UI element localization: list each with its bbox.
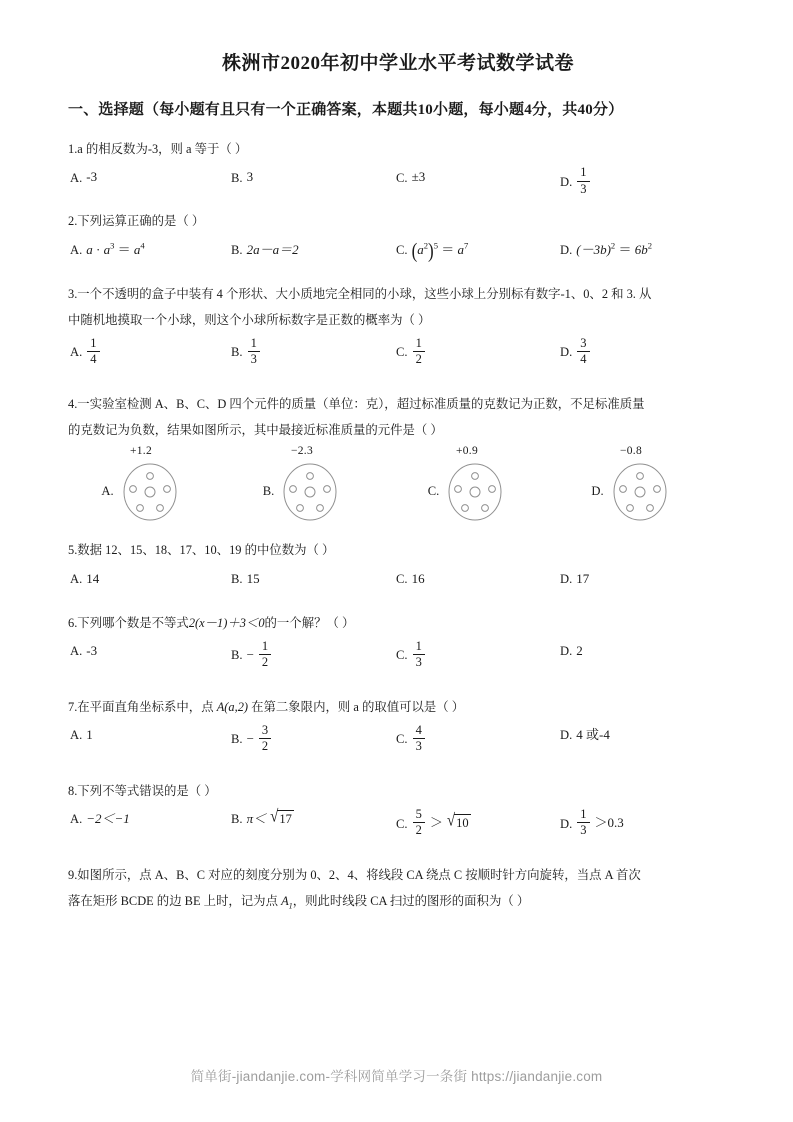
question-2-option-a[interactable]: [70, 240, 145, 261]
question-4-option-b[interactable]: [227, 446, 377, 523]
math-exponent: 2: [647, 240, 653, 251]
question-5-option-d[interactable]: [560, 569, 589, 590]
math-var: a: [103, 241, 111, 257]
question-7-stem-prefix: 7.在平面直角坐标系中，点: [68, 699, 214, 714]
math-expr: 6b: [634, 241, 648, 257]
question-7-option-d[interactable]: [560, 725, 610, 746]
negative-sign: −: [246, 646, 254, 662]
fraction: [577, 808, 589, 837]
option-label: D.: [560, 242, 573, 257]
left-paren: (: [411, 238, 418, 263]
math-var: a: [86, 241, 93, 257]
option-label: D.: [591, 484, 604, 499]
question-6-option-a[interactable]: [70, 641, 97, 662]
fraction-denominator: 4: [580, 352, 587, 367]
question-3-option-a[interactable]: [70, 335, 101, 367]
option-label: B.: [231, 571, 243, 586]
square-root: [270, 807, 294, 828]
question-7-option-b[interactable]: [231, 722, 272, 754]
option-label: D.: [560, 644, 573, 659]
question-6: [68, 611, 728, 687]
math-var: a: [133, 241, 141, 257]
element-disc-icon: [119, 461, 181, 523]
point-a-one-label: [281, 894, 293, 911]
question-8-option-d[interactable]: [560, 809, 624, 838]
element-disc-icon: [609, 461, 671, 523]
option-value: 2: [576, 642, 583, 658]
fraction: [413, 808, 425, 837]
question-5-option-a[interactable]: [70, 569, 99, 590]
question-4: [68, 392, 728, 532]
question-5: [68, 538, 728, 602]
option-value: 15: [246, 570, 260, 586]
question-3-stem-line-2: 中随机地摸取一个小球，则这个小球所标数字是正数的概率为（ ）: [68, 312, 431, 327]
fraction-denominator: 3: [250, 352, 257, 367]
option-label: C.: [396, 345, 408, 360]
option-value: 17: [576, 570, 590, 586]
question-6-option-c[interactable]: [396, 638, 426, 670]
element-disc-icon: [279, 461, 341, 523]
question-2-options: [68, 240, 728, 274]
option-label: D.: [560, 174, 573, 189]
question-2-option-d[interactable]: [560, 240, 652, 261]
question-5-option-c[interactable]: [396, 569, 425, 590]
question-9-stem-part-1: 落在矩形 BCDE 的边 BE 上时，记为点: [68, 894, 278, 909]
option-value: 1: [86, 726, 93, 742]
question-6-inequality: 2(x－1)＋3＜0: [188, 615, 265, 630]
option-value: ±3: [411, 169, 426, 185]
question-5-option-b[interactable]: [231, 569, 260, 590]
fraction-denominator: 3: [580, 823, 587, 838]
fraction-denominator: 4: [90, 352, 97, 367]
question-6-option-b[interactable]: [231, 638, 272, 670]
page-title: 株洲市2020年初中学业水平考试数学试卷: [221, 53, 574, 74]
question-3-stem-line-1: 3.一个不透明的盒子中装有 4 个形状、大小质地完全相同的小球，这些小球上分别标有数字-1、0、2 和 3. 从: [68, 286, 652, 301]
question-8: [68, 779, 728, 855]
option-label: B.: [231, 812, 243, 827]
question-1: [68, 137, 728, 201]
option-label: A.: [101, 484, 114, 499]
question-3-option-d[interactable]: [560, 335, 591, 367]
option-value: 16: [411, 570, 425, 586]
option-label: A.: [70, 571, 83, 586]
section-header-multiple-choice: 一、选择题（每小题有且只有一个正确答案，本题共10小题，每小题4分，共40分）: [68, 101, 624, 118]
math-var: A: [281, 894, 289, 909]
question-2-option-c[interactable]: [396, 240, 468, 261]
element-mass-value: +1.2: [129, 445, 153, 458]
fraction-denominator: 2: [415, 352, 422, 367]
option-value: 4 或-4: [576, 726, 610, 742]
math-exponent: 4: [140, 240, 145, 251]
fraction: [577, 166, 589, 195]
question-1-option-d[interactable]: [560, 167, 591, 196]
right-paren: ): [428, 238, 434, 263]
footer-watermark: 简单街-jiandanjie.com-学科网简单学习一条街 https://jiandanjie.com: [190, 1069, 603, 1084]
option-label: C.: [396, 816, 408, 831]
question-6-stem-prefix: 6.下列哪个数是不等式: [68, 615, 189, 630]
question-5-stem: 5.数据 12、15、18、17、10、19 的中位数为（ ）: [68, 543, 335, 558]
question-3-option-b[interactable]: [231, 335, 261, 367]
question-7-option-c[interactable]: [396, 722, 426, 754]
option-body: [428, 461, 507, 523]
fraction: [577, 337, 589, 366]
option-value: $a \cdot a^3 = a^4$: [86, 240, 145, 257]
question-8-option-c[interactable]: [396, 809, 471, 838]
element-mass-value: −0.8: [619, 445, 643, 458]
question-1-stem: 1.a 的相反数为-3，则 a 等于（ ）: [68, 142, 248, 157]
element-disc-icon: [444, 461, 506, 523]
question-8-options: [68, 809, 728, 855]
fraction-numerator: 5: [413, 808, 425, 823]
option-value: −2＜−1: [86, 811, 130, 827]
fraction-numerator: 4: [413, 724, 425, 739]
fraction: [413, 640, 425, 669]
fraction: [87, 337, 99, 366]
question-4-stem-line-2: 的克数记为负数，结果如图所示，其中最接近标准质量的元件是（ ）: [68, 423, 443, 438]
fraction: [259, 724, 271, 753]
fraction-numerator: 1: [577, 166, 589, 181]
fraction: [259, 640, 271, 669]
option-label: C.: [396, 648, 408, 663]
question-6-options: [68, 638, 728, 687]
option-label: A.: [70, 812, 83, 827]
fraction-numerator: 3: [577, 337, 589, 352]
question-3: [68, 282, 728, 384]
element-mass-value: +0.9: [455, 445, 479, 458]
math-subscript: 1: [288, 901, 293, 911]
question-9-stem-part-2: ，则此时线段 CA 扫过的图形的面积为（ ）: [292, 894, 530, 909]
option-label: D.: [560, 345, 573, 360]
option-label: C.: [396, 732, 408, 747]
fraction: [413, 724, 425, 753]
option-body: [591, 461, 670, 523]
option-value: 2a－a＝2: [246, 241, 299, 257]
question-7-option-a[interactable]: [70, 725, 93, 746]
option-value-prefix: π＜: [246, 811, 267, 827]
fraction-denominator: 3: [580, 181, 587, 196]
negative-sign: −: [246, 731, 254, 747]
option-body: [101, 461, 180, 523]
option-value: $(a^2)^5 = a^7$: [411, 238, 469, 263]
option-label: A.: [70, 345, 83, 360]
option-label: B.: [231, 345, 243, 360]
radicand: 10: [456, 815, 469, 830]
math-exponent: 2: [610, 240, 616, 251]
fraction-denominator: 2: [261, 654, 269, 669]
option-label: C.: [396, 571, 408, 586]
option-value: -3: [86, 642, 98, 658]
fraction-numerator: 1: [87, 337, 99, 352]
question-8-option-a[interactable]: [70, 809, 130, 830]
question-6-stem-suffix: 的一个解？（ ）: [264, 615, 355, 630]
fraction: [413, 337, 425, 366]
question-2-option-b[interactable]: [231, 240, 299, 261]
math-expr: (－3b): [576, 241, 611, 257]
option-label: A.: [70, 170, 83, 185]
option-label: C.: [396, 242, 408, 257]
question-1-option-b[interactable]: [231, 167, 253, 188]
option-value: 3: [246, 169, 254, 185]
radicand: 17: [279, 811, 292, 826]
question-4-stem-line-1: 4.一实验室检测 A、B、C、D 四个元件的质量（单位：克），超过标准质量的克数记为正数，不足标准质量: [68, 396, 645, 411]
fraction-numerator: 1: [413, 640, 425, 655]
option-label: B.: [231, 732, 243, 747]
fraction-denominator: 3: [415, 739, 422, 753]
question-4-option-c[interactable]: [392, 446, 542, 523]
option-label: B.: [231, 648, 243, 663]
radical-sign: √: [446, 811, 456, 830]
question-9-stem-line-1: 9.如图所示，点 A、B、C 对应的刻度分别为 0、2、4、将线段 CA 绕点 C 按顺时针方向旋转，当点 A 首次: [68, 868, 641, 883]
fraction-denominator: 2: [415, 823, 422, 838]
option-label: A.: [70, 242, 83, 257]
math-exponent: 7: [464, 240, 469, 251]
math-exponent: 5: [433, 240, 438, 251]
option-value: 14: [86, 570, 100, 586]
question-7-stem-suffix: 在第二象限内，则 a 的取值可以是（ ）: [251, 699, 465, 714]
question-6-stem: [68, 611, 728, 635]
page-content: [68, 52, 728, 917]
fraction-numerator: 1: [577, 808, 589, 823]
question-1-option-c[interactable]: [396, 167, 425, 188]
question-1-option-a[interactable]: [70, 167, 97, 188]
option-label: C.: [396, 170, 408, 185]
fraction-numerator: 3: [259, 724, 271, 739]
option-label: B.: [231, 242, 243, 257]
math-exponent: 3: [110, 240, 115, 251]
relation-operator: ＞: [429, 815, 443, 831]
option-label: B.: [262, 484, 275, 499]
question-2: [68, 209, 728, 273]
question-6-option-d[interactable]: [560, 641, 583, 662]
question-7-point: A(a,2): [216, 699, 249, 714]
question-4-diagram-options: [68, 446, 728, 532]
question-4-option-a[interactable]: [66, 446, 216, 523]
fraction-denominator: 3: [415, 654, 422, 669]
option-label: B.: [231, 170, 243, 185]
question-7-stem: [68, 695, 728, 719]
option-value: $(-3b)^2 = 6b^2$: [576, 240, 653, 257]
element-mass-value: −2.3: [290, 445, 314, 458]
option-label: A.: [70, 644, 83, 659]
option-label: D.: [560, 816, 573, 831]
question-8-stem: 8.下列不等式错误的是（ ）: [68, 783, 217, 798]
question-3-options: [68, 335, 728, 384]
square-root: [446, 811, 471, 832]
option-label: D.: [560, 728, 573, 743]
question-8-option-b[interactable]: [231, 809, 294, 830]
math-var: a: [457, 241, 465, 257]
question-7: [68, 695, 728, 771]
fraction-numerator: 1: [259, 640, 271, 655]
question-5-options: [68, 569, 728, 603]
radical-sign: √: [270, 807, 279, 826]
relation-operator: ＞0.3: [594, 815, 624, 831]
option-label: A.: [70, 728, 83, 743]
question-3-option-c[interactable]: [396, 335, 426, 367]
question-9: [68, 863, 728, 913]
fraction-numerator: 1: [413, 337, 425, 352]
question-7-options: [68, 722, 728, 771]
option-body: [263, 461, 342, 523]
question-4-option-d[interactable]: [556, 446, 706, 523]
option-label: C.: [427, 484, 440, 499]
fraction-denominator: 2: [261, 739, 269, 753]
question-1-options: [68, 167, 728, 201]
option-label: D.: [560, 571, 573, 586]
math-exponent: 2: [423, 240, 429, 251]
fraction-numerator: 1: [248, 337, 260, 352]
option-value: -3: [86, 169, 98, 185]
question-2-stem: 2.下列运算正确的是（ ）: [68, 214, 205, 229]
fraction: [248, 337, 260, 366]
question-9-stem-line-2: [68, 889, 728, 913]
math-var: a: [417, 241, 424, 257]
